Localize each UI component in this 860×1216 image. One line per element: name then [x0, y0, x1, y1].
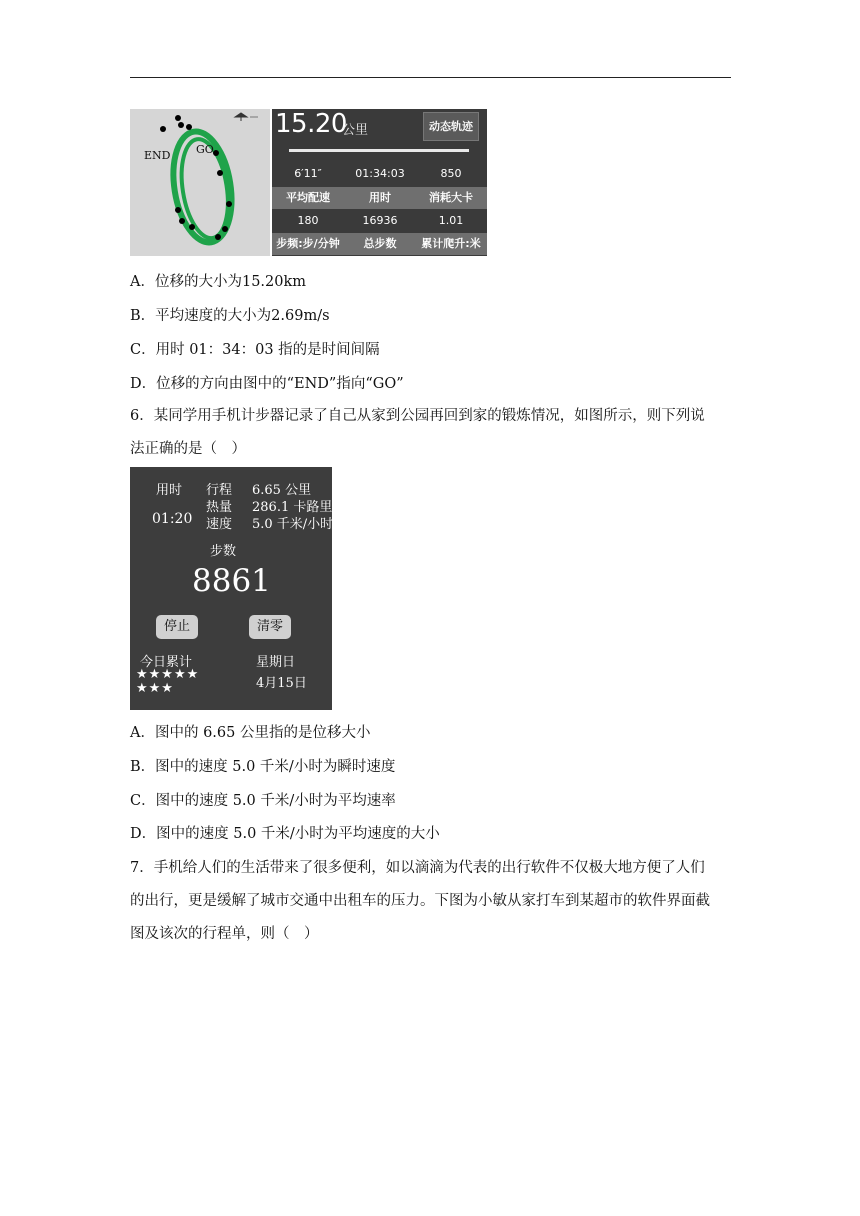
- speed-value: 5.0 千米/小时: [252, 517, 334, 532]
- duration-value: 01:34:03: [355, 167, 405, 180]
- q6-option-c: C．图中的速度 5.0 千米/小时为平均速率: [130, 793, 396, 809]
- cadence-value: 180: [297, 214, 319, 227]
- steps-label: 步数: [210, 544, 237, 559]
- q7-text-line1: 7．手机给人们的生活带来了很多便利，如以滴滴为代表的出行软件不仅极大地方便了人们: [130, 860, 705, 876]
- speed-label: 速度: [206, 517, 233, 532]
- heat-value: 286.1 卡路里: [252, 500, 333, 515]
- q5-option-c: C．用时 01：34：03 指的是时间间隔: [130, 342, 380, 358]
- track-map-svg: [130, 109, 270, 256]
- step-counter-figure: [130, 467, 332, 710]
- stats-row-labels-2: [272, 233, 487, 255]
- elevation-label: 累计爬升:米: [421, 237, 481, 250]
- weekday-label: 星期日: [256, 655, 296, 670]
- q7-text-line3: 图及该次的行程单，则（ ）: [130, 926, 319, 942]
- q5-option-a: A．位移的大小为15.20km: [130, 274, 307, 290]
- stop-button[interactable]: 停止: [156, 615, 198, 639]
- trip-value: 6.65 公里: [252, 483, 312, 498]
- q6-option-b: B．图中的速度 5.0 千米/小时为瞬时速度: [130, 759, 396, 775]
- time-value: 01:20: [152, 511, 193, 527]
- trip-label: 行程: [206, 483, 233, 498]
- stats-row-values-1: [272, 163, 487, 185]
- q6-text-line1: 6．某同学用手机计步器记录了自己从家到公园再回到家的锻炼情况，如图所示，则下列说: [130, 408, 705, 424]
- elevation-value: 1.01: [438, 214, 464, 227]
- dynamic-track-button[interactable]: 动态轨迹: [423, 112, 479, 141]
- duration-label: 用时: [369, 191, 391, 204]
- rating-stars-row2: ★★★: [136, 681, 174, 696]
- pace-value: 6′11″: [294, 167, 322, 180]
- q7-text-line2: 的出行，更是缓解了城市交通中出租车的压力。下图为小敏从家打车到某超市的软件界面截: [130, 893, 710, 909]
- go-label: GO: [196, 143, 214, 156]
- compass-icon: [235, 113, 247, 121]
- divider-bar: [289, 149, 469, 152]
- clear-button[interactable]: 清零: [249, 615, 291, 639]
- distance-unit: 公里: [342, 123, 369, 138]
- stats-row-values-2: [272, 210, 487, 232]
- stats-row-labels-1: [272, 187, 487, 209]
- stats-panel: [272, 109, 487, 256]
- date-label: 4月15日: [256, 676, 307, 691]
- calories-label: 消耗大卡: [429, 191, 473, 204]
- distance-value: 15.20: [275, 109, 347, 139]
- q5-option-d: D．位移的方向由图中的“END”指向“GO”: [130, 376, 404, 392]
- calories-value: 850: [440, 167, 462, 180]
- track-map: [130, 109, 270, 256]
- q6-text-line2: 法正确的是（ ）: [130, 441, 246, 457]
- q5-option-b: B．平均速度的大小为2.69m/s: [130, 308, 330, 324]
- running-app-figure: [130, 109, 487, 256]
- cadence-label: 步频:步/分钟: [276, 237, 340, 250]
- today-total-label: 今日累计: [140, 655, 193, 670]
- total-steps-label: 总步数: [363, 237, 397, 250]
- end-label: END: [144, 149, 171, 162]
- q6-option-d: D．图中的速度 5.0 千米/小时为平均速度的大小: [130, 826, 440, 842]
- pace-label: 平均配速: [286, 191, 330, 204]
- rating-stars-row1: ★★★★★: [136, 667, 200, 682]
- q6-option-a: A．图中的 6.65 公里指的是位移大小: [130, 725, 371, 741]
- total-steps-value: 16936: [362, 214, 398, 227]
- heat-label: 热量: [206, 500, 233, 515]
- steps-value: 8861: [192, 563, 271, 599]
- time-label: 用时: [156, 483, 183, 498]
- header-rule: [130, 77, 731, 78]
